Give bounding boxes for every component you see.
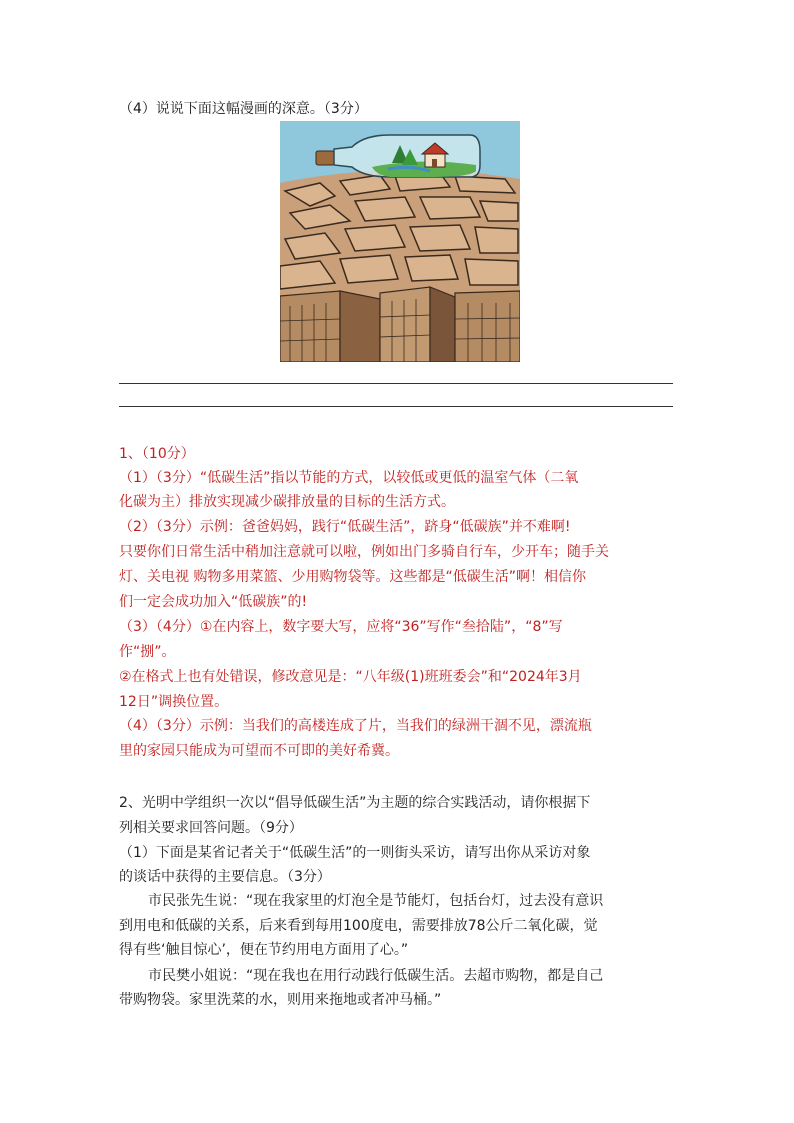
answer-3-line-2: 作“捌”。 bbox=[119, 644, 176, 660]
interview-fan-line-2: 带购物袋。家里洗菜的水，则用来拖地或者冲马桶。” bbox=[119, 992, 442, 1008]
answer-header: 1、（10分） bbox=[119, 446, 195, 462]
answer-1-line-2: 化碳为主）排放实现减少碳排放量的目标的生活方式。 bbox=[119, 494, 455, 510]
interview-zhang-line-1: 市民张先生说：“现在我家里的灯泡全是节能灯，包括台灯，过去没有意识 bbox=[148, 893, 604, 909]
interview-zhang-line-3: 得有些‘触目惊心’，便在节约用电方面用了心。” bbox=[119, 942, 409, 958]
interview-fan-line-1: 市民樊小姐说：“现在我也在用行动践行低碳生活。去超市购物，都是自己 bbox=[148, 968, 604, 984]
answer-line-2 bbox=[119, 406, 673, 407]
answer-2-line-1: （2）（3分）示例：爸爸妈妈，践行“低碳生活”，跻身“低碳族”并不难啊! bbox=[119, 519, 571, 535]
question-2-sub1-line-2: 的谈话中获得的主要信息。（3分） bbox=[119, 869, 331, 885]
question-2-sub1-line-1: （1）下面是某省记者关于“低碳生活”的一则街头采访，请写出你从采访对象 bbox=[119, 845, 591, 861]
answer-2-line-3: 灯、关电视 购物多用菜篮、少用购物袋等。这些都是“低碳生活”啊！相信你 bbox=[119, 569, 586, 585]
answer-3-line-1: （3）（4分）①在内容上，数字要大写，应将“36”写作“叁拾陆”，“8”写 bbox=[119, 619, 563, 635]
answer-4-line-1: （4）（3分）示例：当我们的高楼连成了片，当我们的绿洲干涸不见，漂流瓶 bbox=[119, 718, 592, 734]
answer-1-line-1: （1）（3分）“低碳生活”指以节能的方式，以较低或更低的温室气体（二氧 bbox=[119, 470, 579, 486]
question-2-line-2: 列相关要求回答问题。（9分） bbox=[119, 820, 303, 836]
cartoon-illustration bbox=[280, 121, 520, 362]
question-2-line-1: 2、光明中学组织一次以“倡导低碳生活”为主题的综合实践活动，请你根据下 bbox=[119, 795, 591, 811]
interview-zhang-line-2: 到用电和低碳的关系，后来看到每用100度电，需要排放78公斤二氧化碳，觉 bbox=[119, 918, 598, 934]
answer-2-line-2: 只要你们日常生活中稍加注意就可以啦，例如出门多骑自行车，少开车；随手关 bbox=[119, 544, 609, 560]
answer-3-line-3: ②在格式上也有处错误，修改意见是：“八年级(1)班班委会”和“2024年3月 bbox=[119, 669, 582, 685]
question-4-prompt: （4）说说下面这幅漫画的深意。（3分） bbox=[119, 101, 368, 117]
answer-2-line-4: 们一定会成功加入“低碳族”的! bbox=[119, 594, 308, 610]
answer-3-line-4: 12日”调换位置。 bbox=[119, 694, 229, 710]
answer-line-1 bbox=[119, 383, 673, 384]
answer-4-line-2: 里的家园只能成为可望而不可即的美好希冀。 bbox=[119, 743, 399, 759]
